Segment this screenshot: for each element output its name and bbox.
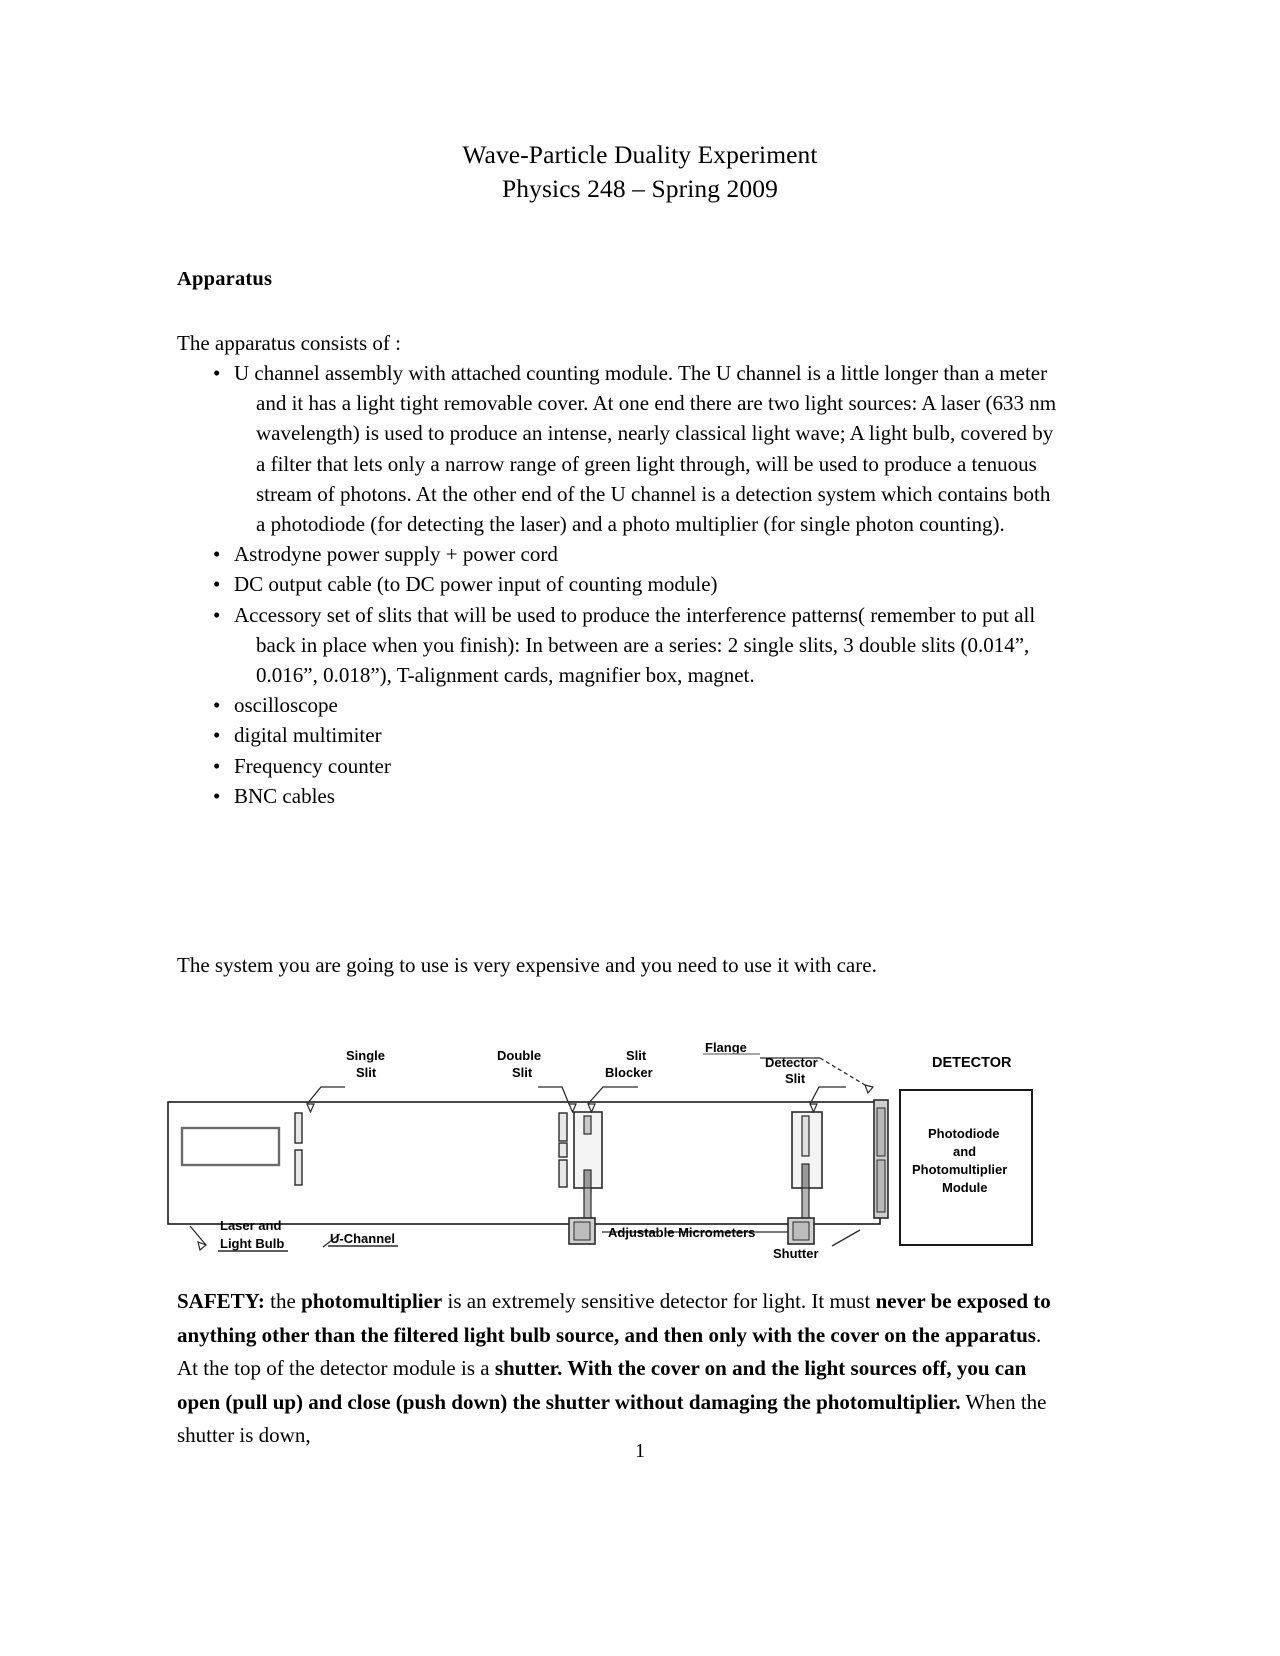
title-line-2: Physics 248 – Spring 2009 (502, 174, 778, 203)
list-item (177, 720, 1057, 750)
label-laser-bulb-line1: Laser and (220, 1218, 282, 1233)
safety-label: SAFETY: (177, 1289, 265, 1313)
label-slit-blocker-line1: Slit (626, 1048, 647, 1063)
title-line-1: Wave-Particle Duality Experiment (462, 140, 818, 169)
label-detector-slit-line2: Slit (785, 1071, 806, 1086)
bullet-marker-icon: • (213, 783, 221, 808)
label-laser-bulb-line2: Light Bulb (220, 1236, 285, 1251)
label-double-slit-line2: Slit (512, 1065, 533, 1080)
label-shutter: Shutter (773, 1246, 819, 1260)
list-item (177, 358, 1057, 539)
bullet-marker-icon: • (213, 723, 221, 748)
label-double-slit-line1: Double (497, 1048, 542, 1063)
bullet-marker-icon: • (213, 602, 221, 627)
care-note: The system you are going to use is very expensive and you need to use it with care. (177, 953, 877, 977)
double-slit-holder (559, 1113, 567, 1187)
label-detector-body-2: and (953, 1144, 977, 1159)
list-item-label: DC output cable (to DC power input of counting module) (234, 572, 718, 597)
apparatus-list (177, 358, 1057, 811)
safety-seg-3: is an extremely sensitive detector for light. It must (442, 1289, 876, 1313)
bullet-marker-icon: • (213, 542, 221, 567)
label-detector-body-4: Module (942, 1180, 988, 1195)
safety-seg-1: the (264, 1289, 302, 1313)
safety-paragraph (177, 1285, 1052, 1453)
document-title (0, 138, 1280, 206)
flange-part (874, 1100, 888, 1218)
bullet-marker-icon: • (213, 693, 221, 718)
label-slit-blocker-line2: Blocker (605, 1065, 653, 1080)
list-item (177, 751, 1057, 781)
label-detector-body-3: Photomultiplier (912, 1162, 1008, 1177)
safety-seg-6: shutter. With the cover on and the light sources off, you can open (pull up) and close (push down) the shutter without damaging the photomultiplier. (177, 1356, 1027, 1414)
label-detector-body-1: Photodiode (928, 1126, 1000, 1141)
apparatus-diagram-svg (160, 1030, 1040, 1260)
safety-seg-7: When the shutter is down, (177, 1389, 1047, 1447)
label-u-channel: U-Channel (330, 1231, 395, 1246)
list-item (177, 600, 1057, 691)
list-item-label: U channel assembly with attached counting module. The U channel is a little longer than a meter and it has a light tight removable cover. At one end there are two light sources: A laser (633 nm wavelength) is used to produce an intense, nearly classical light wave; A light bulb, covered by a filter that lets only a narrow range of green light through, will be used to produce a tenuous stream of photons. At the other end of the U channel is a detection system which contains both a photodiode (for detecting the laser) and a photo multiplier (for single photon counting). (234, 361, 1057, 537)
list-item (177, 539, 1057, 569)
label-single-slit-line1: Single (346, 1048, 386, 1063)
safety-seg-5: . At the top of the detector module is a (177, 1322, 1042, 1380)
bullet-marker-icon: • (213, 753, 221, 778)
label-flange: Flange (705, 1040, 747, 1055)
list-item-label: Accessory set of slits that will be used to produce the interference patterns( remember to put all back in place when you finish): In between are a series: 2 single slits, 3 double slits (0.014”, 0.016”, 0.018”), T-alignment cards, magnifier box, magnet. (234, 602, 1036, 688)
page-number: 1 (635, 1440, 645, 1462)
label-detector-slit-line1: Detector (765, 1055, 818, 1070)
list-item-label: Astrodyne power supply + power cord (234, 542, 558, 567)
bullet-marker-icon: • (213, 361, 221, 385)
list-item-label: BNC cables (234, 783, 335, 808)
intro-paragraph: The apparatus consists of : (177, 331, 401, 355)
label-adjustable-micrometers: Adjustable Micrometers (608, 1225, 756, 1240)
apparatus-diagram (160, 1030, 1040, 1260)
safety-seg-4: never be exposed to anything other than the filtered light bulb source, and then only with the cover on the apparatus (177, 1289, 1051, 1347)
bullet-marker-icon: • (213, 572, 221, 597)
safety-seg-2: photomultiplier (301, 1289, 443, 1313)
section-heading-apparatus: Apparatus (177, 268, 273, 290)
list-item (177, 569, 1057, 599)
list-item (177, 690, 1057, 720)
list-item-label: digital multimiter (234, 723, 382, 748)
label-detector-title: DETECTOR (932, 1055, 1012, 1071)
list-item-label: oscilloscope (234, 693, 338, 718)
list-item (177, 781, 1057, 811)
label-single-slit-line2: Slit (356, 1065, 377, 1080)
list-item-label: Frequency counter (234, 753, 391, 778)
